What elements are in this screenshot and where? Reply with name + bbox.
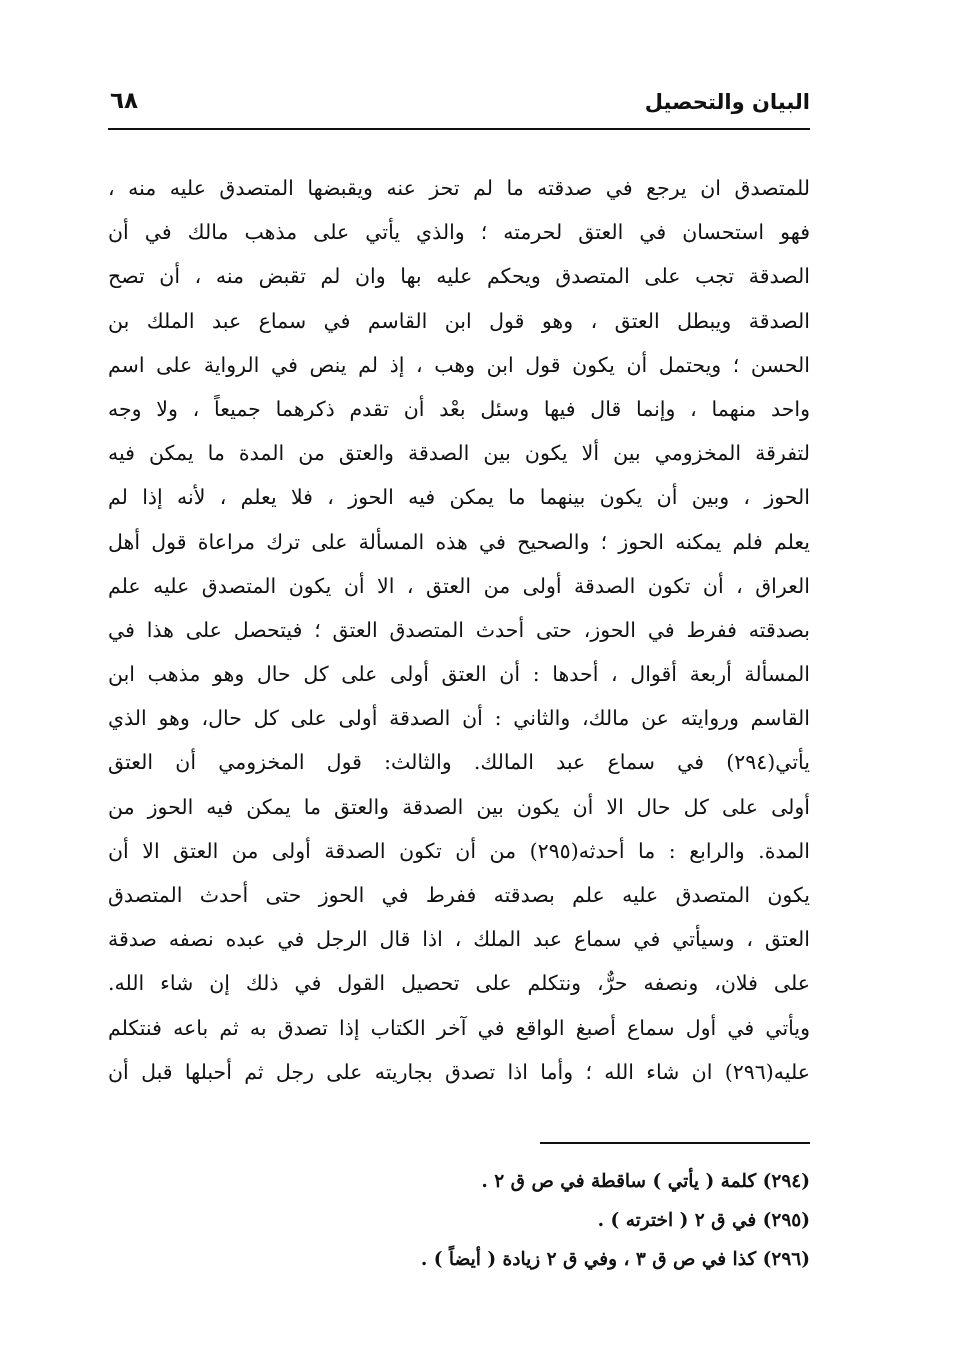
text-line: العراق ، أن تكون الصدقة أولى من العتق ، الا أن يكون المتصدق عليه علم [108, 573, 810, 598]
footnote-294: (٢٩٤) كلمة ( يأتي ) ساقطة في ص ق ٢ . [481, 1171, 810, 1192]
running-title: البيان والتحصيل [644, 90, 810, 114]
text-line: واحد منهما ، وإنما قال فيها وسئل بعْد أن تقدم ذكرهما جميعاً ، ولا وجه [108, 396, 810, 421]
text-line: الحوز ، وبين أن يكون بينهما ما يمكن فيه الحوز ، فلا يعلم ، لأنه إذا لم [108, 485, 810, 510]
page-number: ٦٨ [110, 88, 139, 114]
text-line: الحسن ؛ ويحتمل أن يكون قول ابن وهب ، إذ لم ينص في الرواية على اسم [108, 352, 810, 377]
text-line: أولى على كل حال الا أن يكون بين الصدقة والعتق ما يمكن فيه الحوز من [108, 794, 810, 819]
main-text [108, 166, 810, 1094]
text-line: القاسم وروايته عن مالك، والثاني : أن الصدقة أولى على كل حال، وهو الذي [108, 706, 810, 731]
text-line: على فلان، ونصفه حرٌّ، ونتكلم على تحصيل القول في ذلك إن شاء الله. [108, 971, 810, 996]
footnote-295: (٢٩٥) في ق ٢ ( اخترته ) . [597, 1210, 810, 1231]
text-line: لتفرقة المخزومي بين ألا يكون بين الصدقة والعتق من المدة ما يمكن فيه [108, 441, 810, 466]
footnotes [108, 1162, 810, 1279]
footnote-divider [540, 1142, 810, 1144]
running-header [110, 88, 810, 126]
text-line: للمتصدق ان يرجع في صدقته ما لم تحز عنه ويقبضها المتصدق عليه منه ، [108, 176, 810, 200]
text-line: بصدقته ففرط في الحوز، حتى أحدث المتصدق العتق ؛ فيتحصل على هذا في [108, 617, 810, 642]
text-line: عليه(٢٩٦) ان شاء الله ؛ وأما اذا تصدق بجاريته على رجل ثم أحبلها قبل أن [108, 1059, 810, 1084]
text-line: الصدقة تجب على المتصدق ويحكم عليه بها وان لم تقبض منه ، أن تصح [108, 264, 810, 289]
text-line: الصدقة ويبطل العتق ، وهو قول ابن القاسم في سماع عبد الملك بن [108, 308, 810, 333]
text-line: المدة. والرابع : ما أحدثه(٢٩٥) من أن تكون الصدقة أولى من العتق الا أن [108, 838, 810, 863]
text-line: فهو استحسان في العتق لحرمته ؛ والذي يأتي على مذهب مالك في أن [108, 220, 810, 245]
text-line: يأتي(٢٩٤) في سماع عبد المالك. والثالث: قول المخزومي أن العتق [108, 750, 810, 775]
text-line: ويأتي في أول سماع أصبغ الواقع في آخر الكتاب إذا تصدق به ثم باعه فنتكلم [108, 1015, 810, 1040]
text-line: العتق ، وسيأتي في سماع عبد الملك ، اذا قال الرجل في عبده نصفه صدقة [108, 927, 810, 952]
text-line: يكون المتصدق عليه علم بصدقته ففرط في الحوز حتى أحدث المتصدق [108, 883, 810, 907]
text-line: المسألة أربعة أقوال ، أحدها : أن العتق أولى على كل حال وهو مذهب ابن [108, 662, 810, 687]
text-line: يعلم فلم يمكنه الحوز ؛ والصحيح في هذه المسألة على ترك مراعاة قول أهل [108, 529, 810, 554]
header-divider [108, 128, 810, 130]
footnote-296: (٢٩٦) كذا في ص ق ٣ ، وفي ق ٢ زيادة ( أيضاً ) . [420, 1249, 810, 1270]
